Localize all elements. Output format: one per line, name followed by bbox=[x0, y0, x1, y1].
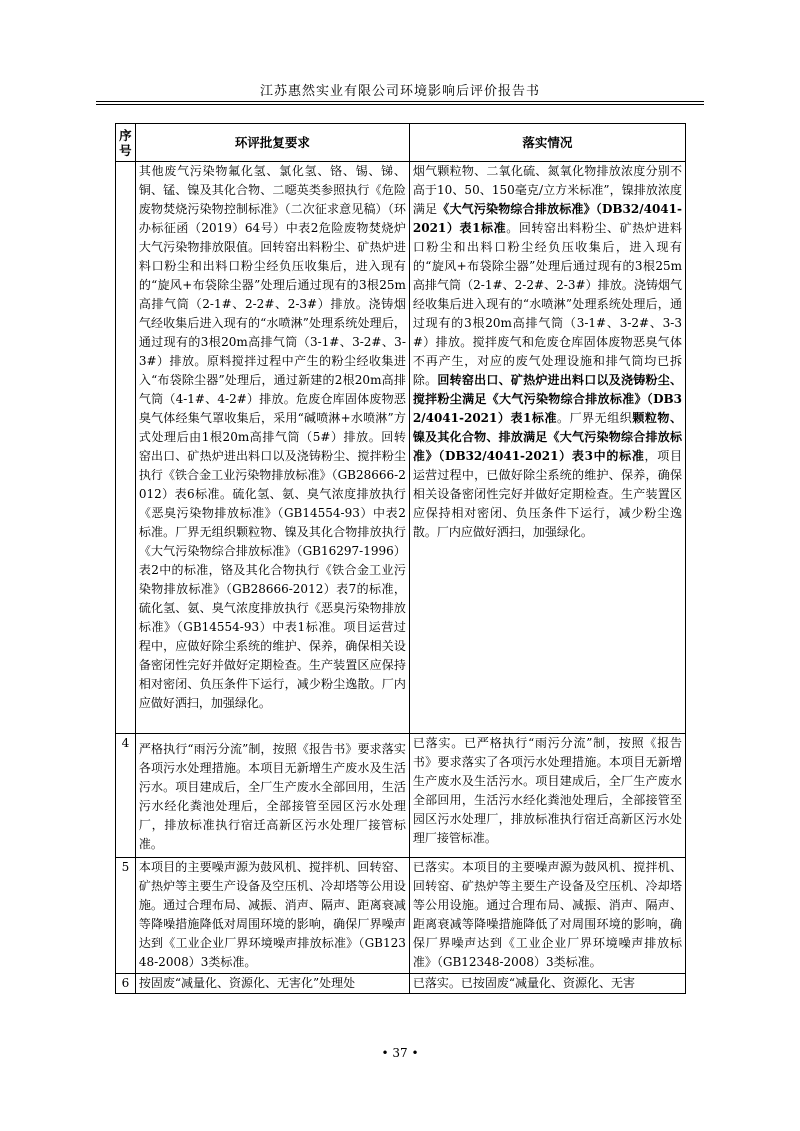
text-segment: 。厂界无组织 bbox=[557, 411, 633, 425]
row-implementation bbox=[409, 858, 685, 974]
text-segment: 烟气颗粒物、二氧化硫、氮氧化物排放浓度分别不高于10、50、150毫克/立方米标准”，镍排放浓度满足 bbox=[412, 164, 682, 216]
document-header: 江苏惠然实业有限公司环境影响后评价报告书 bbox=[259, 84, 540, 99]
row-number: 5 bbox=[116, 858, 136, 974]
bold-text-segment: 回转窑出口、矿热炉进出料口以及浇铸粉尘、搅拌粉尘满足《大气污染物综合排放标准》（DB32/4041-2021）表1标准 bbox=[412, 373, 682, 425]
requirements-table bbox=[115, 123, 686, 994]
table-row bbox=[116, 858, 686, 974]
header-rule-thick bbox=[96, 101, 704, 102]
text-segment: 已落实。已严格执行“雨污分流”制，按照《报告书》要求落实了各项污水处理措施。本项目无新增生产废水及生活污水。项目建成后，全厂生产废水全部回用，生活污水经化粪池处理后，全部接管至园区污水处理厂，排放标准执行宿迁高新区污水处理厂接管标准。 bbox=[412, 736, 682, 845]
row-requirement: 其他废气污染物氟化氢、氯化氢、铬、锡、锑、铜、锰、镍及其化合物、二噁英类参照执行《危险废物焚烧污染物控制标准》（二次征求意见稿）（环办标征函（2019）64号）中表2危险废物焚烧炉大气污染物排放限值。回转窑出料粉尘、矿热炉进料口粉尘和出料口粉尘经负压收集后，进入现有的“旋风+布袋除尘器”处理后通过现有的3根25m高排气筒（2-1#、2-2#、2-3#）排放。浇铸烟气经收集后进入现有的“水喷淋”处理系统处理后，通过现有的3根20m高排气筒（3-1#、3-2#、3-3#）排放。原料搅拌过程中产生的粉尘经收集进入“布袋除尘器”处理后，通过新建的2根20m高排气筒（4-1#、4-2#）排放。危废仓库固体废物恶臭气体经集气罩收集后，采用“碱喷淋+水喷淋”方式处理后由1根20m高排气筒（5#）排放。回转窑出口、矿热炉进出料口以及浇铸粉尘、搅拌粉尘执行《铁合金工业污染物排放标准》（GB28666-2012）表6标准。硫化氢、氨、臭气浓度排放执行《恶臭污染物排放标准》（GB14554-93）中表2标准。厂界无组织颗粒物、镍及其化合物排放执行《大气污染物综合排放标准》（GB16297-1996）表2中的标准，铬及其化合物执行《铁合金工业污染物排放标准》（GB28666-2012）表7的标准，硫化氢、氨、臭气浓度排放执行《恶臭污染物排放标准》（GB14554-93）中表1标准。项目运营过程中，应做好除尘系统的维护、保养，确保相关设备密闭性完好并做好定期检查。生产装置区应保持相对密闭、负压条件下运行，减少粉尘逸散。厂内应做好洒扫，加强绿化。 bbox=[135, 162, 409, 734]
row-implementation bbox=[409, 162, 685, 734]
table-row bbox=[116, 162, 686, 734]
header-implementation: 落实情况 bbox=[409, 124, 685, 162]
bold-text-segment: 颗粒物、镍及其化合物、排放满足《大气污染物综合排放标准》（DB32/4041-2021）表3中的标准 bbox=[412, 411, 682, 463]
row-number bbox=[116, 162, 136, 734]
table-header-row bbox=[116, 124, 686, 162]
bold-text-segment: 《大气污染物综合排放标准》（DB32/4041-2021）表1标准 bbox=[412, 202, 682, 235]
text-segment: 已落实。本项目的主要噪声源为鼓风机、搅拌机、回转窑、矿热炉等主要生产设备及空压机、冷却塔等公用设施。通过合理布局、减振、消声、隔声、距离衰减等降噪措施降低了对周围环境的影响，确保厂界噪声达到《工业企业厂界环境噪声排放标准》（GB12348-2008）3类标准。 bbox=[412, 860, 682, 969]
text-segment: 。回转窑出料粉尘、矿热炉进料口粉尘和出料口粉尘经负压收集后，进入现有的“旋风+布袋除尘器”处理后通过现有的3根25m高排气筒（2-1#、2-2#、2-3#）排放。浇铸烟气经收集后进入现有的“水喷淋”处理系统处理后，通过现有的3根20m高排气筒（3-1#、3-2#、3-3#）排放。搅拌废气和危废仓库固体废物恶臭气体不再产生，对应的废气处理设施和排气筒均已拆除。 bbox=[412, 221, 682, 387]
row-requirement: 按固废“减量化、资源化、无害化”处理处 bbox=[135, 974, 409, 994]
row-number: 4 bbox=[116, 734, 136, 858]
text-segment: 已落实。已按固废“减量化、资源化、无害 bbox=[412, 976, 636, 990]
row-number: 6 bbox=[116, 974, 136, 994]
row-implementation bbox=[409, 734, 685, 858]
table-row bbox=[116, 734, 686, 858]
text-segment: ，项目运营过程中，已做好除尘系统的维护、保养，确保相关设备密闭性完好并做好定期检查。生产装置区应保持相对密闭、负压条件下运行，减少粉尘逸散。厂内应做好洒扫，加强绿化。 bbox=[412, 449, 682, 539]
page-number: • 37 • bbox=[381, 1046, 419, 1060]
row-requirement: 严格执行“雨污分流”制，按照《报告书》要求落实各项污水处理措施。本项目无新增生产废水及生活污水。项目建成后，全厂生产废水全部回用，生活污水经化粪池处理后，全部接管至园区污水处理厂，排放标准执行宿迁高新区污水处理厂接管标准。 bbox=[135, 734, 409, 858]
header-rule-thin bbox=[96, 104, 704, 105]
table-row bbox=[116, 974, 686, 994]
header-no: 序号 bbox=[116, 124, 136, 162]
header-requirement: 环评批复要求 bbox=[135, 124, 409, 162]
row-requirement: 本项目的主要噪声源为鼓风机、搅拌机、回转窑、矿热炉等主要生产设备及空压机、冷却塔等公用设施。通过合理布局、减振、消声、隔声、距离衰减等降噪措施降低对周围环境的影响，确保厂界噪声达到《工业企业厂界环境噪声排放标准》（GB12348-2008）3类标准。 bbox=[135, 858, 409, 974]
row-implementation bbox=[409, 974, 685, 994]
